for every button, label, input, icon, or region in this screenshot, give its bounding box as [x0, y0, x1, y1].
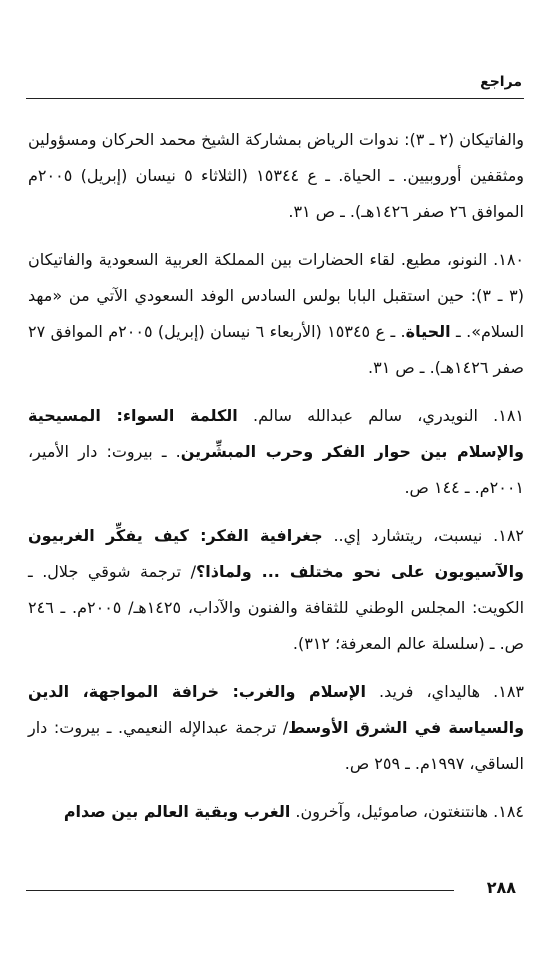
reference-details: . ـ ع ١٥٣٤٤ (الثلاثاء ٥ نيسان (إبريل) ٢٠٠٥م الموافق ٢٦ صفر ١٤٢٦هـ). ـ ص ٣١. [28, 166, 524, 221]
entry-title: جغرافية الفكر: كيف يفكِّر الغربيون والآسيويون على نحو مختلف ... ولماذا؟ [28, 526, 524, 581]
reference-entry-180 [28, 242, 524, 386]
entry-number: ١٨١. [493, 406, 525, 425]
entry-author: النويدري، سالم عبدالله سالم. [237, 406, 494, 425]
entry-details: / ترجمة شوقي جلال. ـ الكويت: المجلس الوطني للثقافة والفنون والآداب، ١٤٢٥هـ/ ٢٠٠٥م. ـ ٢٤٦ ص. ـ (سلسلة عالم المعرفة؛ ٣١٢). [28, 562, 525, 653]
entry-title: الحياة [405, 322, 451, 341]
entry-details: . ـ ع ١٥٣٤٥ (الأربعاء ٦ نيسان (إبريل) ٢٠٠٥م الموافق ٢٧ صفر ١٤٢٦هـ). ـ ص ٣١. [28, 322, 524, 377]
entry-number: ١٨٣. [493, 682, 524, 701]
entry-title: الكلمة السواء: المسيحية والإسلام بين حوار الفكر وحرب المبشِّرين [28, 406, 524, 461]
reference-entry-184 [28, 794, 524, 830]
entry-author: النونو، مطيع. لقاء الحضارات بين المملكة العربية السعودية والفاتيكان (٣ ـ ٣): حين استقبل البابا بولس السادس الوفد السعودي الآتي من «مهد السلام». ـ [28, 250, 525, 341]
entry-author: نيسبت، ريتشارد إي.. [322, 526, 494, 545]
reference-text: والفاتيكان (٢ ـ ٣): ندوات الرياض بمشاركة الشيخ محمد الحركان ومسؤولين ومثقفين أوروبيين. ـ [28, 130, 525, 185]
continued-reference [28, 122, 524, 230]
entry-details: / ترجمة عبدالإله النعيمي. ـ بيروت: دار الساقي، ١٩٩٧م. ـ ٢٥٩ ص. [28, 718, 524, 773]
references-list [28, 122, 524, 842]
reference-source: الحياة [343, 166, 382, 185]
entry-title: الإسلام والغرب: خرافة المواجهة، الدين والسياسة في الشرق الأوسط [28, 682, 525, 737]
footer-rule [26, 890, 454, 891]
page-header [26, 72, 524, 99]
reference-entry-181 [28, 398, 524, 506]
entry-author: هاليداي، فريد. [365, 682, 494, 701]
reference-entry-182 [28, 518, 524, 662]
page-footer [26, 878, 524, 904]
entry-number: ١٨٠. [493, 250, 524, 269]
entry-number: ١٨٢. [493, 526, 524, 545]
entry-number: ١٨٤. [493, 802, 524, 821]
running-head: مراجع [480, 74, 522, 90]
page-number: ٢٨٨ [486, 878, 516, 897]
entry-details: . ـ بيروت: دار الأمير، ٢٠٠١م. ـ ١٤٤ ص. [28, 442, 524, 497]
entry-author: هانتنغتون، صاموئيل، وآخرون. [290, 802, 494, 821]
reference-entry-183 [28, 674, 524, 782]
entry-title: الغرب وبقية العالم بين صدام [63, 802, 291, 821]
